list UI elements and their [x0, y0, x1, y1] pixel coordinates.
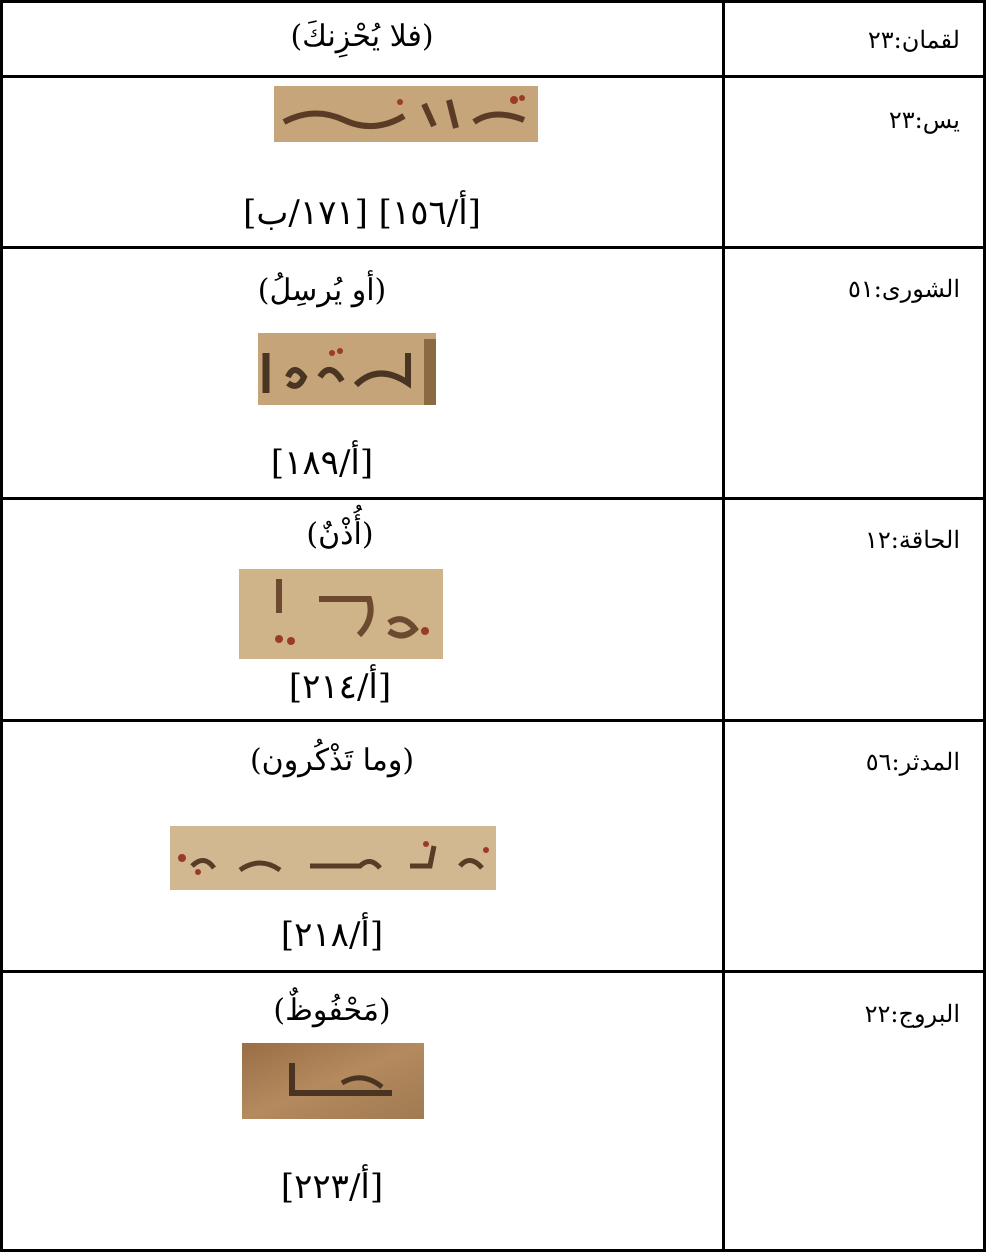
row-divider	[0, 497, 986, 500]
surah-verse-ref: البروج:٢٢	[864, 1000, 960, 1028]
folio-reference: [أ/١٥٦] [١٧١/ب]	[243, 193, 481, 233]
manuscript-fragment-image	[274, 86, 538, 142]
quranic-word: (وما تَذْكُرون)	[249, 743, 415, 778]
quranic-word: (أو يُرسِلُ)	[257, 273, 387, 308]
quranic-word: (أُذْنٌ)	[306, 517, 374, 552]
row-divider	[0, 719, 986, 722]
folio-reference: [أ/١٨٩]	[270, 443, 374, 483]
manuscript-fragment-image	[239, 569, 443, 659]
surah-verse-ref: يس:٢٣	[888, 106, 960, 134]
row-divider	[0, 970, 986, 973]
surah-verse-ref: المدثر:٥٦	[865, 748, 960, 776]
surah-verse-ref: الحاقة:١٢	[865, 526, 960, 554]
table-border-left	[0, 0, 3, 1252]
row-divider	[0, 75, 986, 78]
quranic-word: (فلا يُحْزِنكَ)	[290, 19, 434, 54]
row-divider	[0, 246, 986, 249]
folio-reference: [أ/٢٢٣]	[280, 1167, 384, 1207]
surah-verse-ref: الشورى:٥١	[847, 275, 960, 303]
manuscript-fragment-image	[258, 333, 436, 405]
folio-reference: [أ/٢١٨]	[280, 915, 384, 955]
surah-verse-ref: لقمان:٢٣	[867, 26, 960, 54]
quranic-word: (مَحْفُوظٌ)	[273, 993, 391, 1028]
manuscript-fragment-image	[242, 1043, 424, 1119]
folio-reference: [أ/٢١٤]	[288, 667, 392, 707]
column-divider	[722, 0, 725, 1252]
table-border-top	[0, 0, 986, 3]
manuscript-fragment-image	[170, 826, 496, 890]
